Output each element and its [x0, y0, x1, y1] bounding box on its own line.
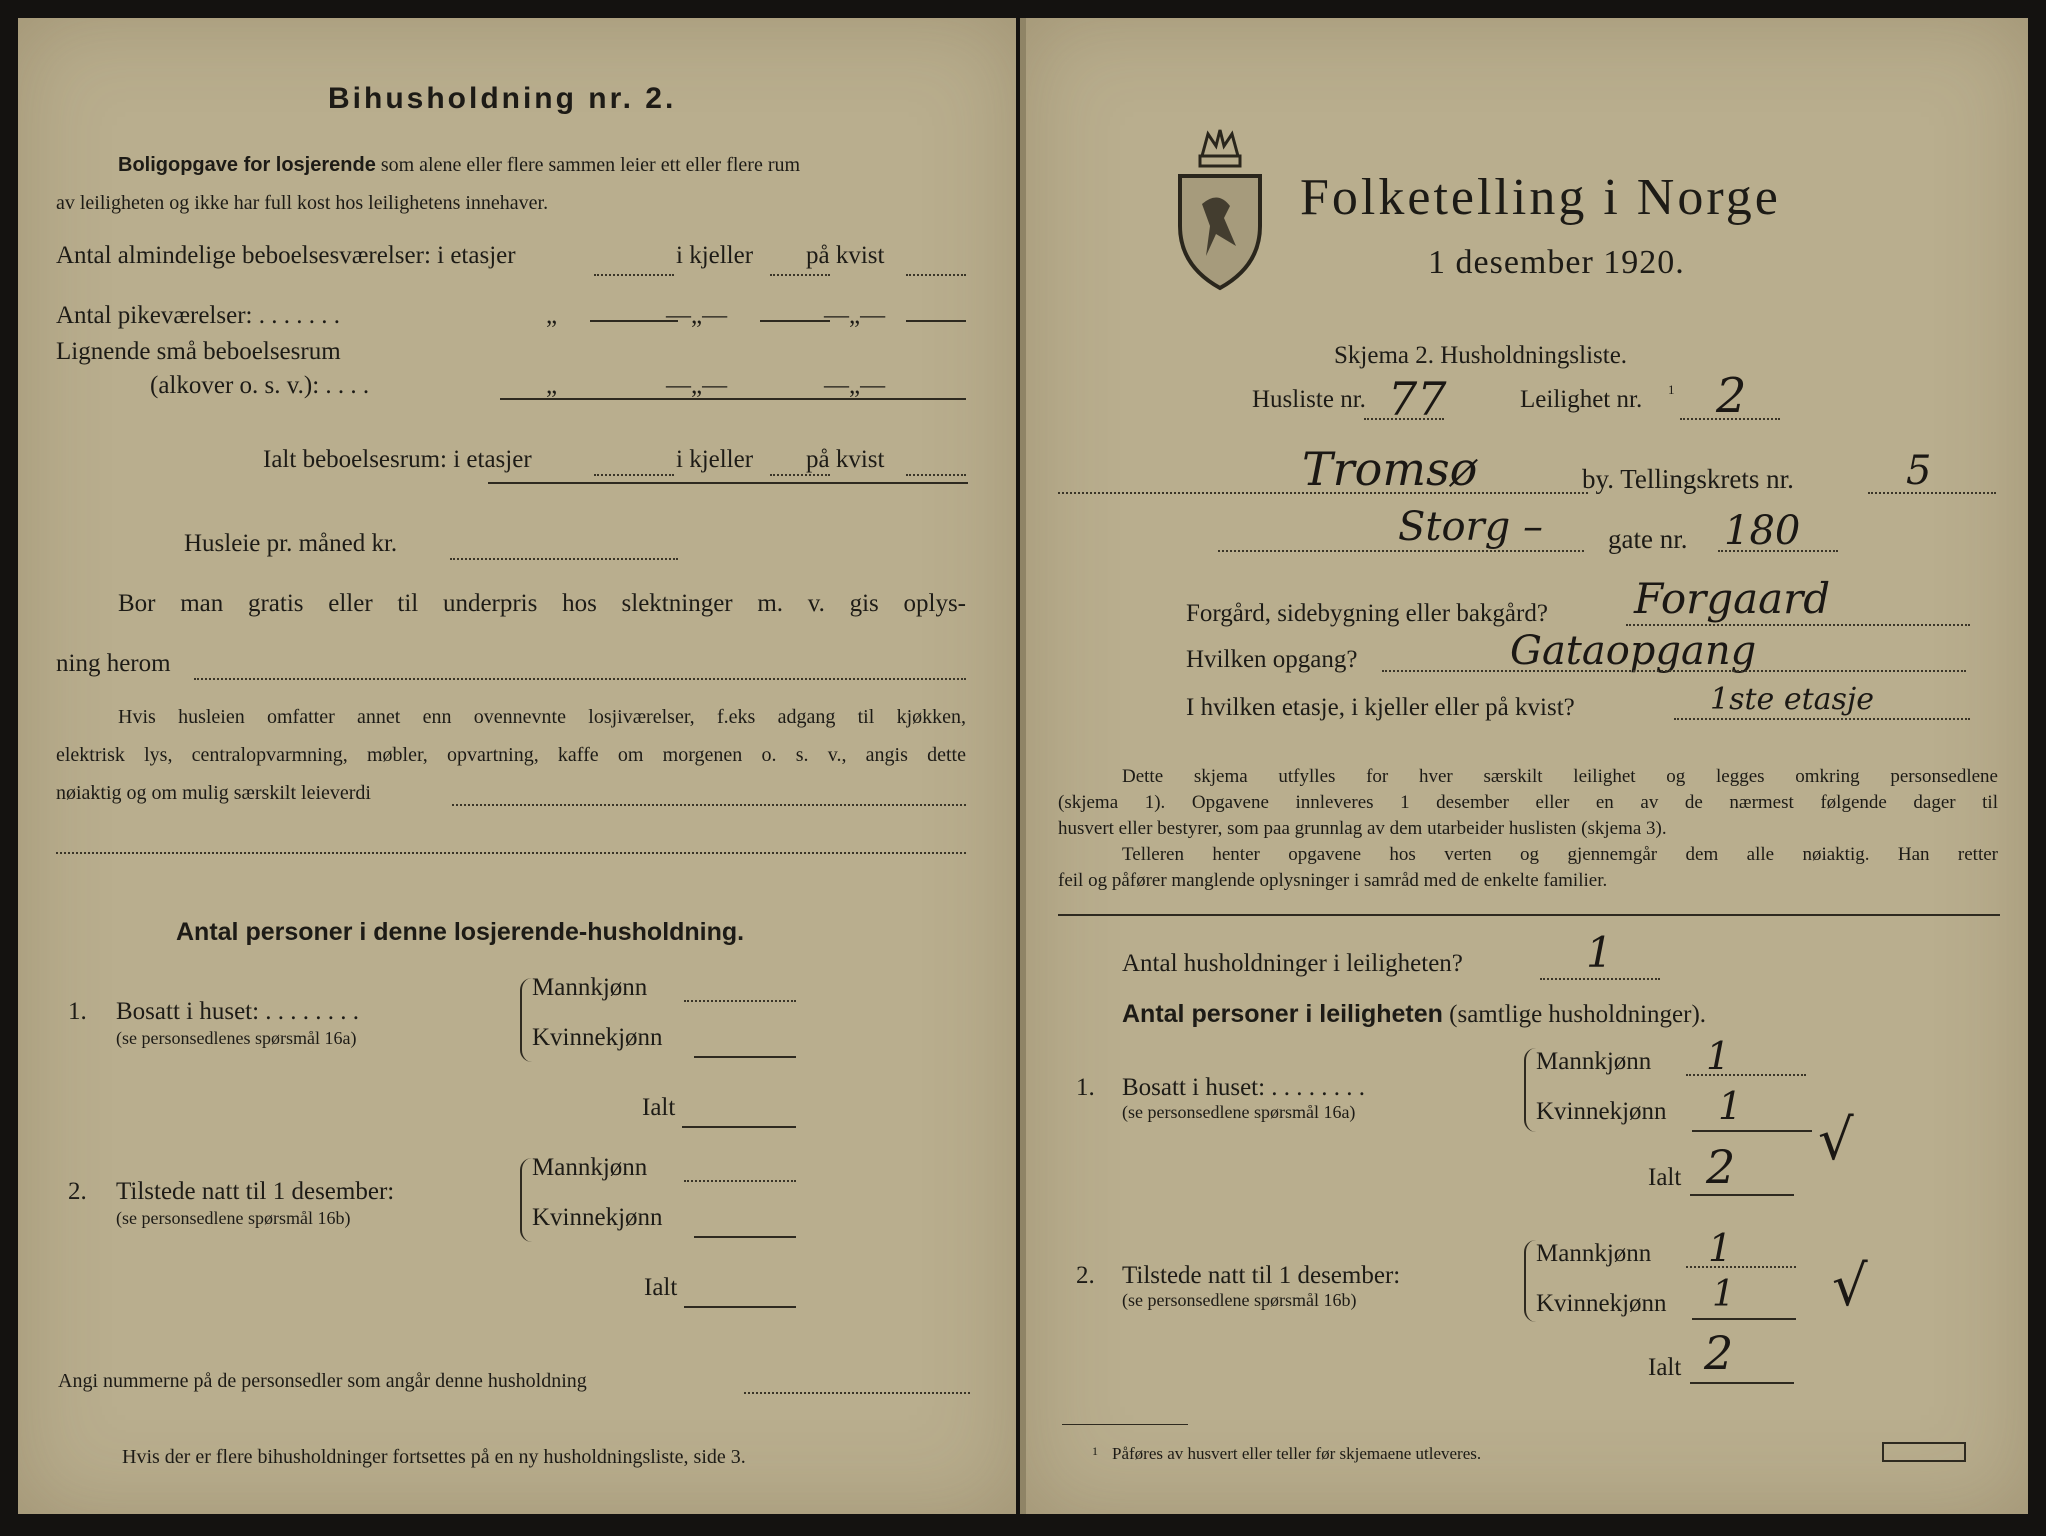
angi-field[interactable] — [744, 1392, 970, 1394]
right-q2-kvinne-value[interactable]: 1 — [1712, 1274, 1735, 1315]
right-q1-mann-value[interactable]: 1 — [1706, 1034, 1731, 1078]
right-q1-kvinne-field — [1692, 1130, 1812, 1132]
ialt-kvist-field[interactable] — [906, 474, 966, 476]
left-q2-ialt-label: Ialt — [644, 1274, 678, 1301]
ialt-label: Ialt beboelsesrum: i etasjer — [263, 446, 532, 473]
ialt-etasjer-field[interactable] — [594, 474, 674, 476]
pike-kvist-field[interactable] — [906, 320, 966, 322]
rooms-kvist-field[interactable] — [906, 274, 966, 276]
intro-line-2: av leiligheten og ikke har full kost hos leilighetens innehaver. — [56, 192, 549, 214]
left-persons-heading: Antal personer i denne losjerende-husholdning. — [176, 918, 745, 946]
right-q1-kvinne-label: Kvinnekjønn — [1536, 1098, 1667, 1125]
left-q2-ialt-field[interactable] — [684, 1306, 796, 1308]
right-q2-num: 2. — [1076, 1262, 1095, 1289]
right-q2-check-mark: √ — [1832, 1254, 1868, 1319]
left-heading: Bihusholdning nr. 2. — [328, 82, 677, 115]
right-q2-ialt-value[interactable]: 2 — [1704, 1326, 1734, 1380]
right-q2-brace — [1524, 1240, 1536, 1322]
left-q1-brace — [520, 978, 532, 1062]
left-q1-kvinne-label: Kvinnekjønn — [532, 1024, 663, 1051]
pike-ditto-1: „ — [546, 302, 558, 329]
footnote-text: Påføres av husvert eller teller før skjemaene utleveres. — [1112, 1444, 1482, 1463]
right-q2-ialt-field — [1690, 1382, 1794, 1384]
ialt-rule — [488, 482, 968, 484]
etasje-value[interactable]: 1ste etasje — [1710, 682, 1874, 717]
left-q2-num: 2. — [68, 1178, 87, 1205]
ialt-kvist-label: på kvist — [806, 446, 885, 473]
husleie-field[interactable] — [450, 558, 678, 560]
leilighet-footnote-mark: 1 — [1668, 382, 1675, 397]
husholdninger-label: Antal husholdninger i leiligheten? — [1122, 950, 1463, 977]
right-q2-kvinne-field — [1692, 1318, 1796, 1320]
right-q1-ialt-field — [1690, 1194, 1794, 1196]
right-q1-brace — [1524, 1048, 1536, 1132]
gratis-field[interactable] — [194, 678, 966, 680]
husliste-value[interactable]: 77 — [1388, 372, 1447, 426]
left-q1-mann-label: Mannkjønn — [532, 974, 648, 1001]
small-ditto-1: „ — [546, 372, 558, 399]
forgard-field — [1626, 624, 1970, 626]
right-q2-mann-value[interactable]: 1 — [1708, 1226, 1733, 1270]
pike-kjeller-field[interactable] — [760, 320, 830, 322]
right-q2-label: Tilstede natt til 1 desember: — [1122, 1262, 1401, 1289]
angi-label: Angi nummerne på de personsedler som angår denne husholdning — [58, 1370, 587, 1392]
leieverdi-field-2[interactable] — [56, 852, 966, 854]
city-field — [1058, 492, 1588, 494]
right-q2-mann-field — [1686, 1266, 1796, 1268]
krets-field — [1868, 492, 1996, 494]
intro-line-1 — [118, 154, 800, 177]
gate-label: gate nr. — [1608, 524, 1688, 554]
small-rooms-label-1: Lignende små beboelsesrum — [56, 338, 341, 365]
left-q1-mann-field[interactable] — [684, 1000, 796, 1002]
skjema-label: Skjema 2. Husholdningsliste. — [1334, 342, 1628, 369]
rooms-kvist-label: på kvist — [806, 242, 885, 269]
right-q1-label: Bosatt i huset: . . . . . . . . — [1122, 1074, 1366, 1101]
right-q2-mann-label: Mannkjønn — [1536, 1240, 1652, 1267]
etasje-label: I hvilken etasje, i kjeller eller på kvist? — [1186, 694, 1575, 721]
small-ditto-3: —„— — [824, 372, 886, 399]
rooms-kjeller-label: i kjeller — [676, 242, 754, 269]
left-q2-mann-label: Mannkjønn — [532, 1154, 648, 1181]
left-q1-num: 1. — [68, 998, 87, 1025]
gate-field — [1718, 550, 1838, 552]
left-q1-ialt-field[interactable] — [682, 1126, 796, 1128]
opgang-value[interactable]: Gataopgang — [1510, 628, 1757, 674]
street-field — [1218, 550, 1584, 552]
left-q1-kvinne-field[interactable] — [694, 1056, 796, 1058]
left-q1-label: Bosatt i huset: . . . . . . . . — [116, 998, 360, 1025]
right-q1-sub: (se personsedlene spørsmål 16a) — [1122, 1102, 1356, 1122]
leilighet-value[interactable]: 2 — [1716, 368, 1747, 424]
right-q2-kvinne-label: Kvinnekjønn — [1536, 1290, 1667, 1317]
small-kvist-field[interactable] — [830, 398, 966, 400]
pike-ditto-3: —„— — [824, 302, 886, 329]
small-kjeller-field[interactable] — [680, 398, 830, 400]
opgang-field — [1382, 670, 1966, 672]
right-q1-mann-label: Mannkjønn — [1536, 1048, 1652, 1075]
left-q2-sub: (se personsedlene spørsmål 16b) — [116, 1208, 351, 1228]
left-q2-label: Tilstede natt til 1 desember: — [116, 1178, 395, 1205]
leilighet-field — [1680, 418, 1780, 420]
note-line-2: elektrisk lys, centralopvarmning, møbler, opvartning, kaffe om morgenen o. s. v., angis dette — [56, 744, 966, 766]
krets-value[interactable]: 5 — [1906, 448, 1932, 494]
gratis-line-2: ning herom — [56, 650, 171, 677]
ialt-kjeller-label: i kjeller — [676, 446, 754, 473]
form-date: 1 desember 1920. — [1428, 244, 1685, 281]
left-q1-ialt-label: Ialt — [642, 1094, 676, 1121]
by-krets-label: by. Tellingskrets nr. — [1582, 464, 1794, 494]
husleie-label: Husleie pr. måned kr. — [184, 530, 398, 557]
ialt-kjeller-field[interactable] — [770, 474, 830, 476]
small-etasjer-field[interactable] — [500, 398, 680, 400]
pike-ditto-2: —„— — [666, 302, 728, 329]
husholdninger-field — [1540, 978, 1660, 980]
instruction-line-1: Dette skjema utfylles for hver særskilt leilighet og legges omkring personsedlene — [1122, 766, 1998, 787]
small-ditto-2: —„— — [666, 372, 728, 399]
note-line-1: Hvis husleien omfatter annet enn ovennevnte losjiværelser, f.eks adgang til kjøkken, — [118, 706, 966, 728]
right-q1-check-mark: √ — [1818, 1108, 1854, 1173]
right-q2-sub: (se personsedlene spørsmål 16b) — [1122, 1290, 1357, 1310]
right-q1-kvinne-value[interactable]: 1 — [1718, 1084, 1743, 1128]
gratis-line-1: Bor man gratis eller til underpris hos slektninger m. v. gis oplys- — [118, 590, 966, 617]
coat-of-arms-icon — [1172, 126, 1268, 292]
rooms-etasjer-field[interactable] — [594, 274, 674, 276]
city-value[interactable]: Tromsø — [1302, 442, 1478, 496]
right-persons-rest: (samtlige husholdninger). — [1449, 1001, 1707, 1028]
gate-value[interactable]: 180 — [1724, 508, 1801, 554]
rooms-kjeller-field[interactable] — [770, 274, 830, 276]
intro-bold: Boligopgave for losjerende — [118, 154, 376, 176]
form-title: Folketelling i Norge — [1300, 169, 1781, 226]
footnote-rule — [1062, 1424, 1188, 1425]
left-q2-kvinne-field[interactable] — [694, 1236, 796, 1238]
printer-stamp-icon — [1882, 1442, 1966, 1462]
forgard-value[interactable]: Forgaard — [1634, 574, 1831, 623]
section-divider — [1058, 914, 2000, 916]
left-q2-kvinne-label: Kvinnekjønn — [532, 1204, 663, 1231]
instruction-line-2: (skjema 1). Opgavene innleveres 1 desember eller en av de nærmest følgende dager til — [1058, 792, 1998, 813]
right-persons-heading — [1122, 1000, 1706, 1029]
etasje-field — [1674, 718, 1970, 720]
street-value[interactable]: Storg – — [1398, 504, 1543, 550]
footnote-mark: 1 — [1092, 1444, 1098, 1458]
left-page — [18, 18, 1016, 1514]
husholdninger-value[interactable]: 1 — [1586, 928, 1613, 977]
forgard-label: Forgård, sidebygning eller bakgård? — [1186, 600, 1548, 627]
instruction-line-5: feil og påfører manglende oplysninger i samråd med de enkelte familier. — [1058, 870, 1608, 891]
pike-label: Antal pikeværelser: . . . . . . . — [56, 302, 340, 329]
opgang-label: Hvilken opgang? — [1186, 646, 1358, 673]
right-q2-ialt-label: Ialt — [1648, 1354, 1682, 1381]
husliste-field — [1364, 418, 1444, 420]
left-q2-brace — [520, 1158, 532, 1242]
leieverdi-field[interactable] — [452, 804, 966, 806]
left-q2-mann-field[interactable] — [684, 1180, 796, 1182]
note-line-3: nøiaktig og om mulig særskilt leieverdi — [56, 782, 371, 804]
instruction-line-3: husvert eller bestyrer, som paa grunnlag av dem utarbeider huslisten (skjema 3). — [1058, 818, 1667, 839]
left-q1-sub: (se personsedlenes spørsmål 16a) — [116, 1028, 357, 1048]
husliste-label: Husliste nr. — [1252, 386, 1366, 413]
right-q1-ialt-label: Ialt — [1648, 1164, 1682, 1191]
rooms-label: Antal almindelige beboelsesværelser: i etasjer — [56, 242, 516, 269]
small-rooms-label-2: (alkover o. s. v.): . . . . — [150, 372, 370, 399]
right-page — [1026, 18, 2028, 1514]
left-footer: Hvis der er flere bihusholdninger fortsettes på en ny husholdningsliste, side 3. — [122, 1446, 746, 1468]
pike-etasjer-field[interactable] — [590, 320, 678, 322]
intro-rest-1: som alene eller flere sammen leier ett eller flere rum — [380, 154, 801, 176]
right-q1-num: 1. — [1076, 1074, 1095, 1101]
right-q1-ialt-value[interactable]: 2 — [1706, 1140, 1736, 1194]
instruction-line-4: Telleren henter opgavene hos verten og gjennemgår dem alle nøiaktig. Han retter — [1122, 844, 1998, 865]
leilighet-label: Leilighet nr. — [1520, 386, 1643, 413]
right-persons-bold: Antal personer i leiligheten — [1122, 1000, 1443, 1028]
right-q1-mann-field — [1686, 1074, 1806, 1076]
